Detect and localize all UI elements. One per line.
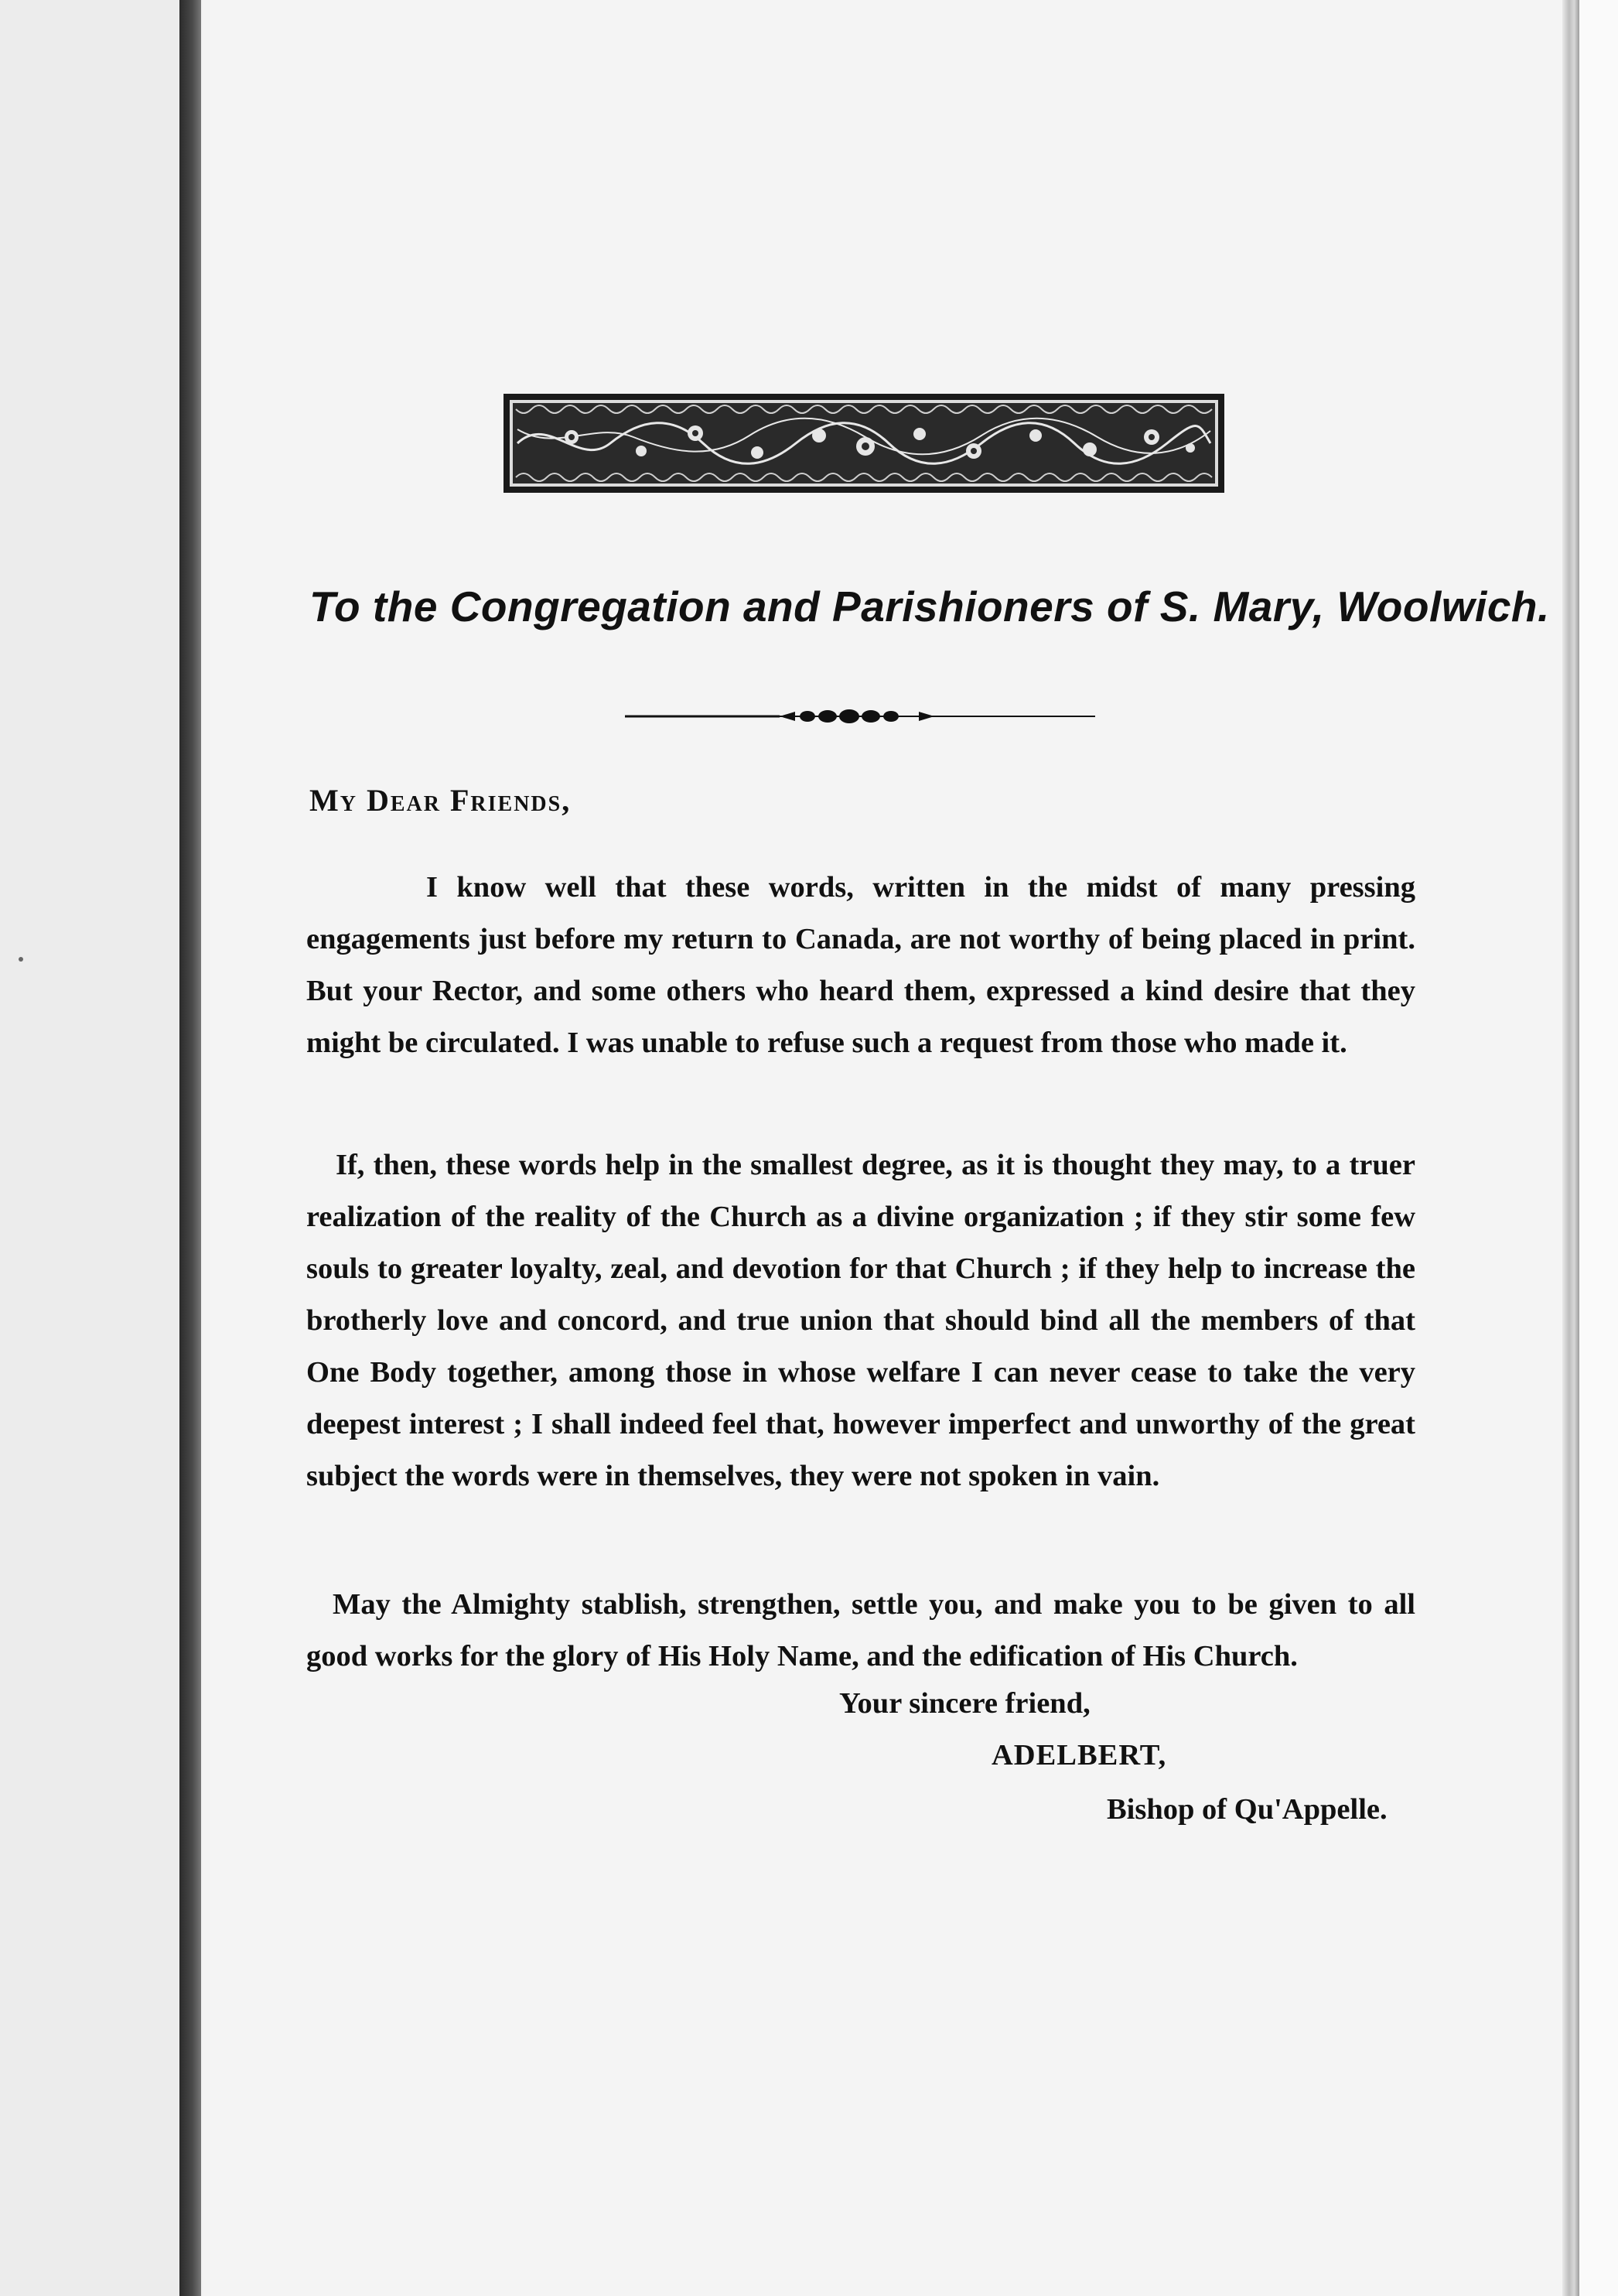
page-edge [1562, 0, 1579, 2296]
body-paragraph-2: If, then, these words help in the smallest degree, as it is thought they may, to a truer realization of the reality of the Church as a divine organization ; if they stir some few souls to greater loyalty, zeal, and devotion for that Church ; if they help to increase the brotherly love and concord, and true union that should bind all the members of that One Body together, among those in whose welfare I can never cease to take the very deepest interest ; I shall indeed feel that, however imperfect and unworthy of the great subject the words were in themselves, they were not spoken in vain. [306, 1148, 1415, 1492]
valediction: Your sincere friend, [839, 1687, 1091, 1720]
book-spine [179, 0, 201, 2296]
ornamental-divider [625, 702, 1095, 730]
body-paragraph-3: May the Almighty stablish, strengthen, settle you, and make you to be given to all good works for the glory of His Holy Name, and the edification of His Church. [306, 1587, 1415, 1672]
body-paragraph-1: I know well that these words, written in the midst of many pressing engagements just before my return to Canada, are not worthy of being placed in print. But your Rector, and some others who heard them, expressed a kind desire that they might be circulated. I was unable to refuse such a request from those who made it. [306, 870, 1415, 1059]
scan-speck [19, 957, 23, 962]
scan-margin [1579, 0, 1618, 2296]
floral-banner-ornament [502, 391, 1226, 496]
signatory-title: Bishop of Qu'Appelle. [1107, 1793, 1388, 1826]
page-title: To the Congregation and Parishioners of S. Mary, Woolwich. [309, 583, 1550, 630]
signature: ADELBERT, [992, 1739, 1167, 1772]
scan-background [0, 0, 179, 2296]
salutation: My Dear Friends, [309, 783, 572, 818]
